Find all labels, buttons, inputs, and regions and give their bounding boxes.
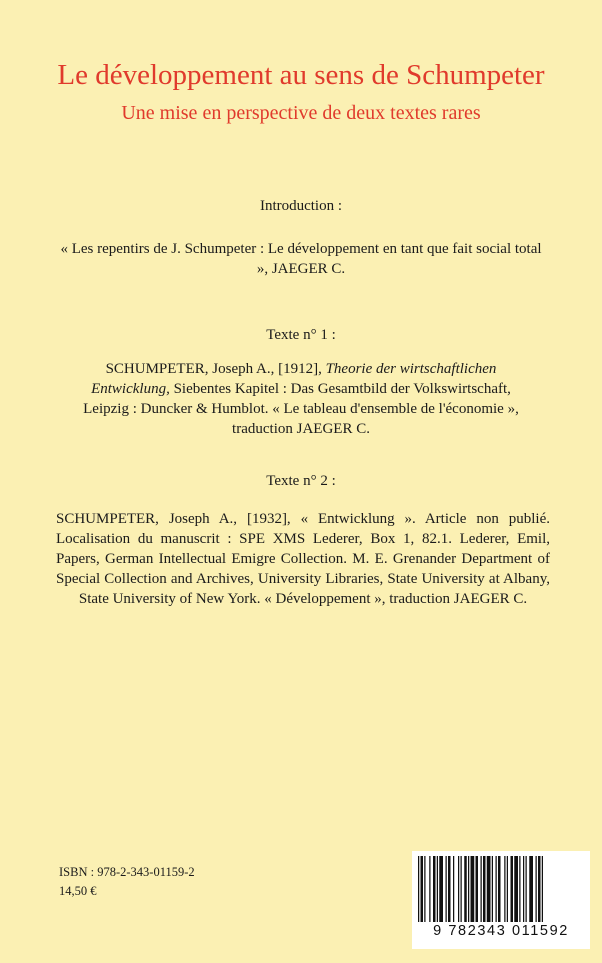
barcode-bar [437, 856, 438, 922]
texte2-heading: Texte n° 2 : [266, 473, 336, 489]
barcode-bar [476, 856, 479, 922]
book-subtitle: Une mise en perspective de deux textes rares [121, 102, 481, 124]
barcode-bar [461, 856, 462, 922]
barcode-bar [496, 856, 497, 922]
barcode-bar [421, 856, 424, 922]
barcode-bar [481, 856, 482, 922]
texte1-text-before: SCHUMPETER, Joseph A., [1912], [105, 361, 326, 377]
barcode-bar [538, 856, 541, 922]
introduction-text: « Les repentirs de J. Schumpeter : Le développement en tant que fait social total », JAEGER C. [60, 241, 542, 277]
barcode-bar [536, 856, 537, 922]
barcode-bar [453, 856, 454, 922]
price: 14,50 € [59, 884, 97, 898]
barcode-bar [418, 856, 419, 922]
barcode-bar [519, 856, 520, 922]
texte2-text: SCHUMPETER, Joseph A., [1932], « Entwicklung ». Article non publié. Localisation du manuscrit : SPE XMS Lederer, Box 1, 82.1. Lederer, Emil, Papers, German Intellectual Emigre Collection. M. E. Grenander Department of Special Collection and Archives, University Libraries, State University at Albany, State University of New York. « Développement », traduction JAEGER C. [56, 511, 550, 607]
barcode [412, 851, 590, 949]
barcode-bar [529, 856, 533, 922]
barcode-bar [458, 856, 459, 922]
barcode-bar [504, 856, 505, 922]
barcode-bars [418, 856, 584, 922]
barcode-digits: 9 782343 011592 [433, 923, 569, 939]
barcode-bar [448, 856, 451, 922]
barcode-bar [483, 856, 486, 922]
texte1-text-after: Siebentes Kapitel : Das Gesamtbild der Volkswirtschaft, Leipzig : Duncker & Humblot. « Le tableau d'ensemble de l'économie », traduction JAEGER C. [83, 381, 519, 437]
barcode-bar [468, 856, 469, 922]
barcode-bar [507, 856, 508, 922]
texte1-heading: Texte n° 1 : [266, 327, 336, 343]
isbn-price-block [59, 863, 195, 901]
barcode-bar [471, 856, 475, 922]
barcode-bar [542, 856, 543, 922]
barcode-bar [514, 856, 518, 922]
barcode-bar [487, 856, 491, 922]
introduction-heading: Introduction : [259, 198, 343, 214]
barcode-bar [433, 856, 436, 922]
barcode-bar [439, 856, 443, 922]
isbn: ISBN : 978-2-343-01159-2 [59, 865, 195, 879]
barcode-bar [424, 856, 425, 922]
texte1-text [70, 359, 532, 439]
barcode-bar [498, 856, 501, 922]
barcode-bar [526, 856, 527, 922]
book-title: Le développement au sens de Schumpeter [57, 59, 545, 91]
barcode-bar [492, 856, 493, 922]
texte1-text-italic: Theorie der wirtschaftlichen Entwicklung, [91, 361, 497, 397]
barcode-bar [523, 856, 524, 922]
barcode-bar [429, 856, 430, 922]
barcode-bar [464, 856, 467, 922]
barcode-bar [446, 856, 447, 922]
barcode-bar [511, 856, 514, 922]
